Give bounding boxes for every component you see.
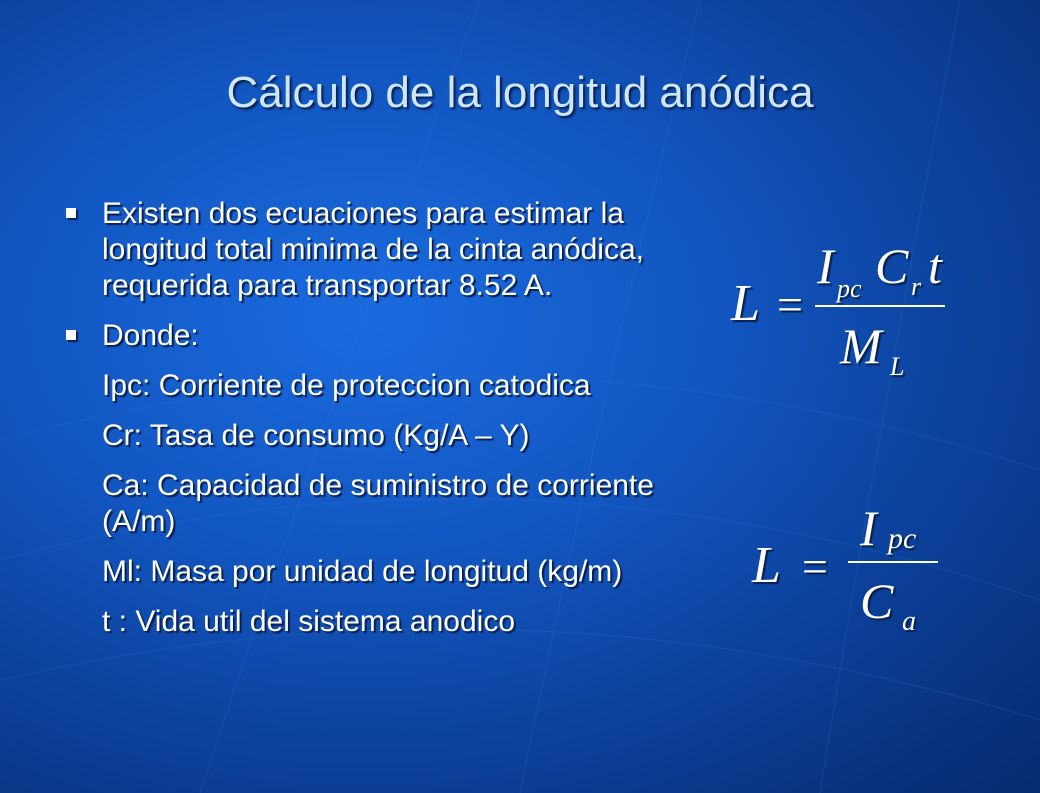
bullet-text: Donde: (102, 319, 199, 352)
formula-capacity-based (748, 490, 958, 640)
formula1-equals: = (777, 279, 803, 330)
formula1-num-I: I (817, 238, 834, 294)
definition-t: t : Vida util del sistema anodico (102, 605, 516, 638)
formula1-den-M: M (840, 318, 882, 374)
formula1-num-pc: pc (837, 274, 862, 303)
formula1-den-L: L (890, 352, 905, 381)
bullet-item (64, 318, 684, 354)
formula2-den-a: a (902, 606, 916, 637)
formula2-den-C: C (860, 573, 894, 629)
formula1-lhs: L (731, 275, 760, 332)
slide-title: Cálculo de la longitud anódica (226, 68, 814, 117)
formula2-equals: = (802, 541, 828, 592)
formula2-num-pc: pc (888, 522, 917, 555)
bullet-item (64, 196, 684, 304)
formula-mass-based (725, 225, 955, 385)
definition-cr: Cr: Tasa de consumo (Kg/A – Y) (102, 419, 530, 452)
bullet-text: Existen dos ecuaciones para estimar la longitud total minima de la cinta anódica, requerida para transportar 8.52 A. (102, 197, 644, 302)
definition-ca: Ca: Capacidad de suministro de corriente (A/m) (102, 469, 654, 538)
formula2-lhs: L (752, 537, 781, 594)
definition-ml: Ml: Masa por unidad de longitud (kg/m) (102, 555, 623, 588)
square-bullet-icon (66, 330, 76, 340)
definition-ipc: Ipc: Corriente de proteccion catodica (102, 369, 591, 402)
formula2-num-I: I (860, 500, 877, 556)
formula1-num-C: C (875, 238, 909, 294)
formula1-num-r: r (911, 272, 922, 301)
formula1-num-t: t (928, 238, 942, 294)
slide-body (64, 196, 684, 654)
square-bullet-icon (66, 208, 76, 218)
